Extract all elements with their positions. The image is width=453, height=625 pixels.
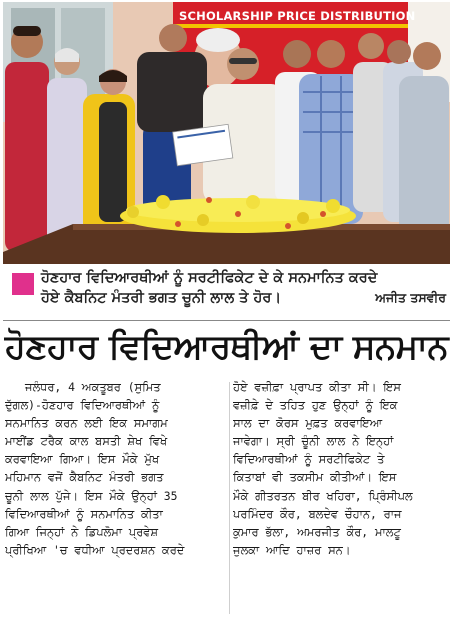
column-divider [229, 382, 230, 614]
article-column-left [5, 378, 226, 623]
article-line: ਕੁਮਾਰ ਭੱਲਾ, ਅਮਰਜੀਤ ਕੌਰ, ਮਾਲਟੂ [233, 524, 401, 539]
article-headline: ਹੋਣਹਾਰ ਵਿਦਿਆਰਥੀਆਂ ਦਾ ਸਨਮਾਨ [4, 327, 449, 367]
article-line: ਮਹਿਮਾਨ ਵਜੋਂ ਕੈਬਨਿਟ ਮੰਤਰੀ ਭਗਤ [5, 470, 164, 485]
caption-line-2-row [41, 288, 446, 308]
article-line: ਸਨਮਾਨਿਤ ਕਰਨ ਲਈ ਇਕ ਸਮਾਗਮ [5, 416, 168, 431]
certificate [173, 124, 233, 165]
divider-rule [3, 320, 450, 321]
article-line: ਮੌਕੇ ਗੀਤਰਤਨ ਬੀਰ ਖਹਿਰਾ, ਪ੍ਰਿੰਸੀਪਲ [233, 488, 413, 503]
caption-line-2: ਹੋਏ ਕੈਬਨਿਟ ਮੰਤਰੀ ਭਗਤ ਚੂਨੀ ਲਾਲ ਤੇ ਹੋਰ। [41, 290, 282, 306]
article-line: ਜਲੰਧਰ, 4 ਅਕਤੂਬਰ (ਸੁਮਿਤ [25, 380, 161, 394]
article-line: ਹੋਏ ਵਜ਼ੀਫ਼ਾ ਪ੍ਰਾਪਤ ਕੀਤਾ ਸੀ। ਇਸ [233, 380, 401, 394]
photo-credit: ਅਜੀਤ ਤਸਵੀਰ [375, 290, 446, 305]
article-line: ਕਰਵਾਇਆ ਗਿਆ। ਇਸ ਮੌਕੇ ਮੁੱਖ [5, 452, 160, 467]
article-line: ਚੂਨੀ ਲਾਲ ਪੁੱਜੇ। ਇਸ ਮੌਕੇ ਉਨ੍ਹਾਂ 35 [5, 488, 178, 503]
article-line: ਸਾਲ ਦਾ ਕੋਰਸ ਮੁਫ਼ਤ ਕਰਵਾਇਆ [233, 416, 382, 431]
article-line: ਪ੍ਰੀਖਿਆ 'ਚ ਵਧੀਆ ਪ੍ਰਦਰਸ਼ਨ ਕਰਦੇ [5, 542, 185, 557]
article-line: ਪਰਮਿੰਦਰ ਕੌਰ, ਬਲਦੇਵ ਚੌਹਾਨ, ਰਾਜ [233, 506, 402, 521]
article-line: ਕਿਤਾਬਾਂ ਵੀ ਤਕਸੀਮ ਕੀਤੀਆਂ। ਇਸ [233, 470, 397, 485]
article-line: ਮਾਈਂਡ ਟਰੈਕ ਕਾਲ ਬਸਤੀ ਸ਼ੇਖ ਵਿਖੇ [5, 434, 168, 449]
article-line: ਗਿਆ ਜਿਨ੍ਹਾਂ ਨੇ ਡਿਪਲੋਮਾ ਪ੍ਰਵੇਸ਼ [5, 524, 158, 539]
caption-marker-square [12, 273, 34, 295]
caption-line-1: ਹੋਣਹਾਰ ਵਿਦਿਆਰਥੀਆਂ ਨੂੰ ਸਰਟੀਫਿਕੇਟ ਦੇ ਕੇ ਸਨਮਾਨਿਤ ਕਰਦੇ [41, 270, 378, 286]
caption-text [41, 268, 446, 308]
article-body [3, 378, 450, 623]
article-line: ਵਿਦਿਆਰਥੀਆਂ ਨੂੰ ਸਰਟੀਫਿਕੇਟ ਤੇ [233, 452, 385, 467]
article-line: ਵਿਦਿਆਰਥੀਆਂ ਨੂੰ ਸਨਮਾਨਿਤ ਕੀਤਾ [5, 506, 163, 521]
article-line: ਦੁੱਗਲ)-ਹੋਣਹਾਰ ਵਿਦਿਆਰਥੀਆਂ ਨੂੰ [5, 398, 160, 413]
article-line: ਜਾਵੇਗਾ। ਸ੍ਰੀ ਚੂੰਨੀ ਲਾਲ ਨੇ ਇਨ੍ਹਾਂ [233, 434, 394, 449]
photo-caption [3, 264, 450, 318]
news-photo [3, 2, 450, 264]
article-column-right [233, 378, 448, 623]
photo-illustration [3, 2, 450, 264]
article-line: ਜੁਲਕਾ ਆਦਿ ਹਾਜ਼ਰ ਸਨ। [233, 542, 351, 557]
banner-text: SCHOLARSHIP PRICE DISTRIBUTION [179, 9, 416, 23]
article-line: ਵਜ਼ੀਫ਼ੇ ਦੇ ਤਹਿਤ ਹੁਣ ਉਨ੍ਹਾਂ ਨੂੰ ਇਕ [233, 398, 398, 413]
